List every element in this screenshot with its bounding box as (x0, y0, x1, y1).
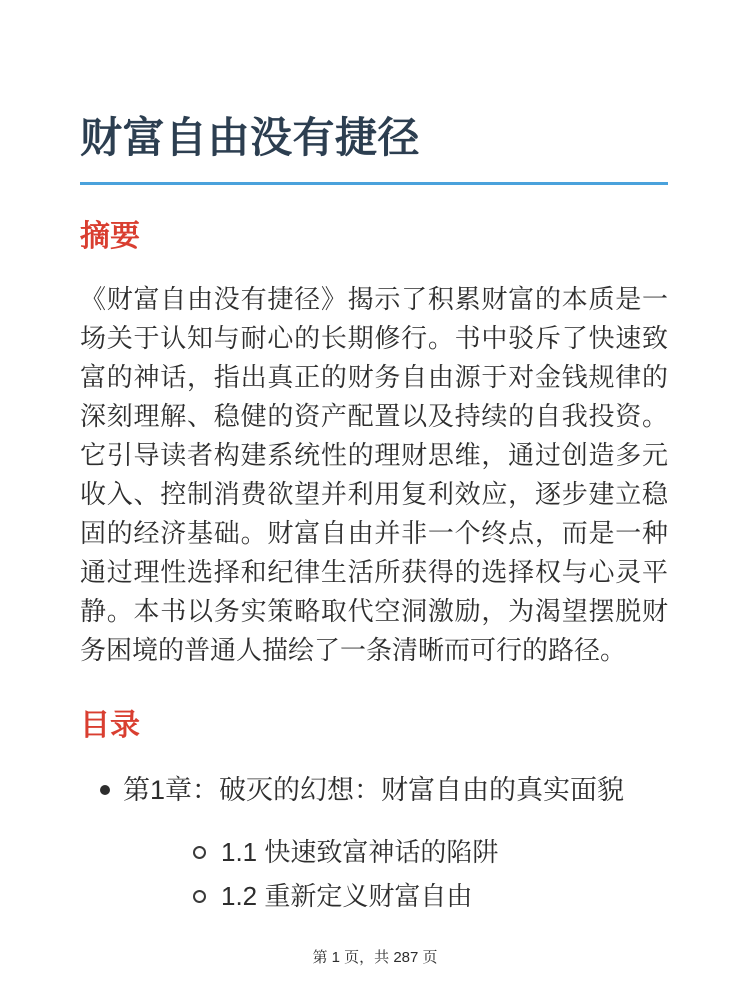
toc-section-label: 1.2 重新定义财富自由 (221, 881, 473, 911)
page-title: 财富自由没有捷径 (80, 114, 421, 161)
toc-chapter-label: 第1章：破灭的幻想：财富自由的真实面貌 (123, 775, 625, 805)
toc-heading: 目录 (80, 709, 140, 742)
page-content (80, 0, 668, 913)
toc-section-item (123, 879, 668, 913)
disc-bullet-icon (100, 785, 110, 795)
toc-section-label: 1.1 快速致富神话的陷阱 (221, 837, 499, 867)
page-number-indicator: 第 1 页，共 287 页 (312, 949, 438, 966)
abstract-heading: 摘要 (80, 220, 140, 253)
toc-sublist (123, 835, 668, 913)
circle-bullet-icon (193, 846, 206, 859)
title-divider (80, 182, 668, 185)
toc-chapter-item (80, 772, 668, 913)
abstract-paragraph: 《财富自由没有捷径》揭示了积累财富的本质是一场关于认知与耐心的长期修行。书中驳斥了快速致富的神话，指出真正的财务自由源于对金钱规律的深刻理解、稳健的资产配置以及持续的自我投资。它引导读者构建系统性的理财思维，通过创造多元收入、控制消费欲望并利用复利效应，逐步建立稳固的经济基础。财富自由并非一个终点，而是一种通过理性选择和纪律生活所获得的选择权与心灵平静。本书以务实策略取代空洞激励，为渴望摆脱财务困境的普通人描绘了一条清晰而可行的路径。 (80, 284, 668, 665)
toc-section-item (123, 835, 668, 869)
toc-list (80, 772, 668, 913)
circle-bullet-icon (193, 890, 206, 903)
